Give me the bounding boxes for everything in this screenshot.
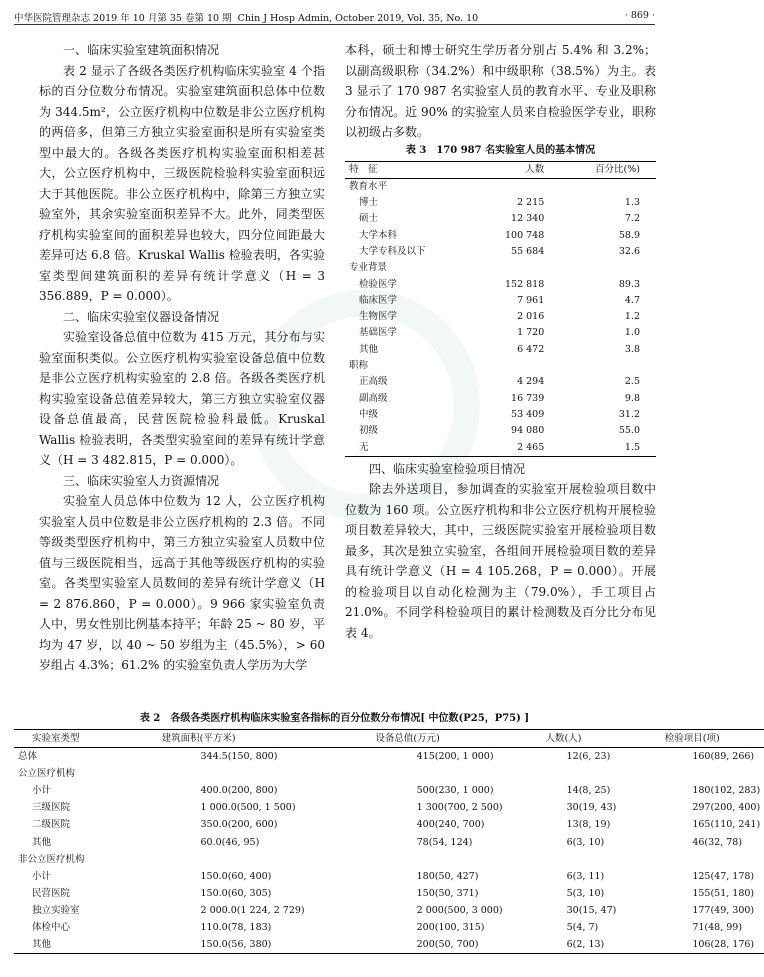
table-2-row xyxy=(14,919,764,936)
table-3-header-row xyxy=(345,161,656,178)
table-2-cell-staff xyxy=(507,851,621,868)
table-3-cell-count: 4 294 xyxy=(517,376,545,388)
table-2-cell-items: 177(49, 300) xyxy=(692,904,755,916)
table-3-cell-label: 大学专科及以下 xyxy=(359,245,426,257)
right-column xyxy=(345,40,656,643)
table-3-cell-label: 职称 xyxy=(349,360,369,372)
table-3-cell-label: 正高级 xyxy=(359,376,388,388)
table-3-cell-count: 2 215 xyxy=(517,197,545,209)
table-2-cell-staff: 5(4, 7) xyxy=(566,922,599,934)
table-3-row xyxy=(345,342,656,358)
section-3-paragraph: 实验室人员总体中位数为 12 人，公立医疗机构实验室人员中位数是非公立医疗机构的 2.3 倍。不同等级类型医疗机构中，第三方独立实验室人员数中位值与三级医院相当，远高于其他等级医疗机构的实验室。各类型实验室人员数间的差异有统计学意义（H = 2 876.860，P = 0.000）。9 966 家实验室负责人中，男女性别比例基本持平；年龄 25 ~ 80 岁，平均为 47 岁，以 40 ~ 50 岁组为主（45.5%），> 60 岁组占 4.3%；61.2% 的实验室负责人学历为大学 xyxy=(39,494,325,672)
table-3-cell-label: 初级 xyxy=(359,425,379,437)
table-2 xyxy=(14,729,764,954)
table-3-cell-percent: 3.8 xyxy=(624,343,640,355)
table-2-cell-type: 非公立医疗机构 xyxy=(18,853,85,865)
journal-info xyxy=(14,10,478,24)
table-2-cell-items: 106(28, 176) xyxy=(692,939,755,951)
table-2-cell-staff xyxy=(507,765,621,782)
table-2-row xyxy=(14,816,764,833)
table-3-cell-percent: 32.6 xyxy=(618,245,640,257)
table-2-cell-items: 297(200, 400) xyxy=(692,802,761,814)
table-3-cell-label: 生物医学 xyxy=(359,311,398,323)
table-3-cell-percent: 1.2 xyxy=(624,311,640,323)
table-3-cell-label: 无 xyxy=(359,441,369,453)
table-2-cell-type: 小计 xyxy=(32,785,52,797)
table-3-cell-count: 100 748 xyxy=(504,229,545,241)
table-2-cell-area: 60.0(46, 95) xyxy=(200,836,260,848)
table-3-header-count: 人数 xyxy=(525,163,545,175)
section-4-paragraph: 除去外送项目，参加调查的实验室开展检验项目数中位数为 160 项。公立医疗机构和非公立医疗机构开展检验项目数差异较大，其中，三级医院实验室开展检验项目数最多，其次是独立实验室，各组间开展检验项目数的差异具有统计学意义（H = 4 105.268，P = 0.000）。开展的检验项目以自动化检测为主（79.0%），手工项目占 21.0%。不同学科检验项目的累计检测数及百分比分布见表 4。 xyxy=(345,482,656,640)
table-2-cell-equipment: 180(50, 427) xyxy=(416,870,479,882)
table-2-cell-staff: 5(3, 10) xyxy=(566,887,605,899)
table-2-cell-staff: 6(3, 10) xyxy=(566,836,605,848)
table-3-cell-percent: 1.5 xyxy=(624,441,640,453)
section-3-continuation: 本科，硕士和博士研究生学历者分别占 5.4% 和 3.2%；以副高级职称（34.2%）和中级职称（38.5%）为主。表 3 显示了 170 987 名实验室人员的教育水平、专业及职称分布情况。近 90% 的实验室人员来自检验医学专业，职称以初级占多数。 xyxy=(345,43,656,139)
table-3-cell-percent: 4.7 xyxy=(624,294,640,306)
table-2-cell-area: 344.5(150, 800) xyxy=(200,751,278,763)
table-2-cell-equipment: 1 300(700, 2 500) xyxy=(416,802,503,814)
section-1-paragraph: 表 2 显示了各级各类医疗机构临床实验室 4 个指标的百分位数分布情况。实验室建筑面积总体中位数为 344.5m²，公立医疗机构中位数是非公立医疗机构的两倍多，但第三方独立实验室面积是所有实验室类型中最大的。各级各类医疗机构实验室面积相差甚大，公立医疗机构中，三级医院检验科实验室面积远大于其他医院。非公立医疗机构中，除第三方独立实验室外，其余实验室面积差异不大。此外，同类型医疗机构实验室间的面积差异也较大，四分位间距最大差异可达 6.8 倍。Kruskal Wallis 检验表明，各实验室类型间建筑面积的差异有统计学意义（H = 3 356.889，P = 0.000）。 xyxy=(39,63,325,303)
table-3-cell-percent: 89.3 xyxy=(618,278,640,290)
table-3-cell-label: 专业背景 xyxy=(349,262,388,274)
table-2-header-row xyxy=(14,730,764,748)
table-2-cell-equipment xyxy=(309,851,507,868)
table-2-cell-type: 体检中心 xyxy=(32,922,71,934)
table-3-cell-count: 1 720 xyxy=(517,327,545,339)
table-3-cell-label: 教育水平 xyxy=(349,180,388,192)
table-2-cell-equipment: 150(50, 371) xyxy=(416,887,479,899)
table-2-cell-equipment: 200(100, 315) xyxy=(416,922,485,934)
table-2-cell-staff: 6(3, 11) xyxy=(566,870,605,882)
table-3-caption: 表 3 170 987 名实验室人员的基本情况 xyxy=(405,144,596,156)
table-3-cell-count: 7 961 xyxy=(517,294,545,306)
table-3-group-row xyxy=(345,260,656,276)
table-3-group-row xyxy=(345,178,656,195)
table-3-cell-count: 2 465 xyxy=(517,441,545,453)
table-3-row xyxy=(345,391,656,407)
table-2-cell-equipment xyxy=(309,765,507,782)
table-2-cell-items: 125(47, 178) xyxy=(692,870,755,882)
table-3-cell-count: 2 016 xyxy=(517,311,545,323)
table-3-cell-label: 博士 xyxy=(359,197,379,209)
table-3-cell-label: 检验医学 xyxy=(359,278,398,290)
table-3-cell-count: 94 080 xyxy=(511,425,545,437)
table-3-cell-count: 16 739 xyxy=(511,392,545,404)
table-2-caption: 表 2 各级各类医疗机构临床实验室各指标的百分位数分布情况[ 中位数(P25，P75) ] xyxy=(139,713,530,724)
table-3-row xyxy=(345,407,656,423)
table-3-cell-percent xyxy=(558,260,656,276)
table-3-row xyxy=(345,228,656,244)
table-2-row xyxy=(14,851,764,868)
table-3-cell-label: 中级 xyxy=(359,408,379,420)
table-2-header-type: 实验室类型 xyxy=(32,733,80,744)
table-2-row xyxy=(14,868,764,885)
table-2-row xyxy=(14,834,764,851)
table-3-header-feature: 特 征 xyxy=(349,163,378,175)
table-2-cell-items: 160(89, 266) xyxy=(692,751,755,763)
table-2-row xyxy=(14,765,764,782)
table-2-cell-type: 其他 xyxy=(32,836,52,848)
table-2-cell-type: 公立医疗机构 xyxy=(18,768,76,780)
table-2-cell-type: 三级医院 xyxy=(32,802,71,814)
table-3-cell-count: 55 684 xyxy=(511,245,545,257)
table-3-cell-label: 硕士 xyxy=(359,213,379,225)
table-2-cell-equipment: 400(240, 700) xyxy=(416,819,485,831)
table-3-row xyxy=(345,374,656,390)
table-3-row xyxy=(345,423,656,439)
table-2-cell-type: 民营医院 xyxy=(32,887,71,899)
table-2-row xyxy=(14,902,764,919)
table-3-cell-label: 副高级 xyxy=(359,392,388,404)
table-2-cell-staff: 30(15, 47) xyxy=(566,904,617,916)
table-2-cell-items: 155(51, 180) xyxy=(692,887,755,899)
table-2-cell-staff: 12(6, 23) xyxy=(566,751,611,763)
table-2-cell-area: 1 000.0(500, 1 500) xyxy=(200,802,296,814)
table-2-cell-items: 71(48, 99) xyxy=(692,922,743,934)
table-2-cell-equipment: 2 000(500, 3 000) xyxy=(416,904,503,916)
table-3-row xyxy=(345,440,656,457)
table-3-row xyxy=(345,277,656,293)
table-2-cell-items: 165(110, 241) xyxy=(692,819,761,831)
table-3-header-percent: 百分比(%) xyxy=(595,163,640,175)
section-2-heading: 二、临床实验室仪器设备情况 xyxy=(63,309,220,324)
table-3-cell-label: 其他 xyxy=(359,343,379,355)
journal-cn: 中华医院管理杂志 2019 年 10 月第 35 卷第 10 期 xyxy=(14,13,232,24)
table-2-cell-type: 其他 xyxy=(32,939,52,951)
table-3-row xyxy=(345,309,656,325)
table-2-cell-area xyxy=(89,851,309,868)
table-3-cell-count: 53 409 xyxy=(511,408,545,420)
table-2-cell-area: 150.0(60, 400) xyxy=(200,870,272,882)
table-2-cell-type: 总体 xyxy=(18,751,38,763)
table-2-cell-type: 独立实验室 xyxy=(32,904,80,916)
table-2-cell-items: 180(102, 283) xyxy=(692,785,761,797)
table-2-cell-items: 46(32, 78) xyxy=(692,836,743,848)
table-3-cell-percent xyxy=(558,178,656,195)
table-3-body xyxy=(345,178,656,456)
table-3-group-row xyxy=(345,358,656,374)
table-2-cell-area: 400.0(200, 800) xyxy=(200,785,278,797)
table-3-row xyxy=(345,325,656,341)
table-3-cell-label: 基础医学 xyxy=(359,327,398,339)
table-2-cell-type: 二级医院 xyxy=(32,819,71,831)
section-3-heading: 三、临床实验室人力资源情况 xyxy=(63,473,220,488)
table-3-row xyxy=(345,211,656,227)
left-column xyxy=(39,40,325,676)
table-2-header-equipment: 设备总值(万元) xyxy=(375,733,440,744)
table-3-cell-percent xyxy=(558,358,656,374)
table-3-cell-percent: 9.8 xyxy=(624,392,640,404)
table-2-cell-area: 150.0(60, 305) xyxy=(200,887,272,899)
table-2-row xyxy=(14,782,764,799)
table-3-row xyxy=(345,244,656,260)
table-3-row xyxy=(345,293,656,309)
table-3-cell-count: 12 340 xyxy=(511,213,545,225)
table-3-cell-percent: 2.5 xyxy=(624,376,640,388)
running-header xyxy=(14,8,655,25)
table-2-cell-items xyxy=(620,851,764,868)
section-4-heading: 四、临床实验室检验项目情况 xyxy=(369,461,526,476)
table-2-cell-equipment: 500(230, 1 000) xyxy=(416,785,494,797)
table-2-cell-staff: 13(8, 19) xyxy=(566,819,611,831)
section-1-heading: 一、临床实验室建筑面积情况 xyxy=(63,43,220,57)
table-3-cell-label: 大学本科 xyxy=(359,229,398,241)
table-3-cell-count: 152 818 xyxy=(504,278,545,290)
table-2-header-area: 建筑面积(平方米) xyxy=(161,733,236,744)
table-2-cell-equipment: 200(50, 700) xyxy=(416,939,479,951)
table-2-block xyxy=(14,707,761,954)
table-2-cell-area: 2 000.0(1 224, 2 729) xyxy=(200,904,305,916)
table-2-cell-area: 150.0(56, 380) xyxy=(200,939,272,951)
table-3-cell-count xyxy=(472,260,558,276)
table-2-cell-staff: 30(19, 43) xyxy=(566,802,617,814)
table-3-cell-label: 临床医学 xyxy=(359,294,398,306)
table-2-header-staff: 人数(人) xyxy=(545,733,582,744)
table-2-row xyxy=(14,936,764,954)
table-2-row xyxy=(14,748,764,766)
table-2-cell-area: 350.0(200, 600) xyxy=(200,819,278,831)
table-2-cell-items xyxy=(620,765,764,782)
table-3 xyxy=(345,161,656,457)
table-2-row xyxy=(14,799,764,816)
table-3-cell-percent: 55.0 xyxy=(618,425,640,437)
table-3-cell-percent: 1.3 xyxy=(624,197,640,209)
table-2-cell-staff: 6(2, 13) xyxy=(566,939,605,951)
table-3-cell-percent: 58.9 xyxy=(618,229,640,241)
table-2-body xyxy=(14,748,764,954)
table-2-header-items: 检验项目(项) xyxy=(664,733,720,744)
section-2-paragraph: 实验室设备总值中位数为 415 万元，其分布与实验室面积类似。公立医疗机构实验室设备总值中位数是非公立医疗机构实验室的 2.8 倍。各级各类医疗机构实验室设备总值差异较大，第三方独立实验室仪器设备总值最高，民营医院检验科最低。Kruskal Wallis 检验表明，各类型实验室间的差异有统计学意义（H = 3 482.815，P = 0.000）。 xyxy=(39,330,325,467)
table-3-cell-count: 6 472 xyxy=(517,343,545,355)
table-3-cell-count xyxy=(472,358,558,374)
table-3-cell-count xyxy=(472,178,558,195)
table-3-cell-percent: 31.2 xyxy=(618,408,640,420)
table-2-cell-staff: 14(8, 25) xyxy=(566,785,611,797)
table-2-cell-equipment: 78(54, 124) xyxy=(416,836,473,848)
table-2-cell-type: 小计 xyxy=(32,870,52,882)
journal-en: Chin J Hosp Admin, October 2019, Vol. 35, No. 10 xyxy=(237,13,479,24)
table-2-cell-equipment: 415(200, 1 000) xyxy=(416,751,494,763)
table-3-cell-percent: 1.0 xyxy=(624,327,640,339)
table-2-row xyxy=(14,885,764,902)
table-2-cell-area: 110.0(78, 183) xyxy=(200,922,272,934)
table-2-cell-area xyxy=(89,765,309,782)
table-3-row xyxy=(345,195,656,211)
table-3-cell-percent: 7.2 xyxy=(624,213,640,225)
page-number: · 869 · xyxy=(624,10,655,21)
